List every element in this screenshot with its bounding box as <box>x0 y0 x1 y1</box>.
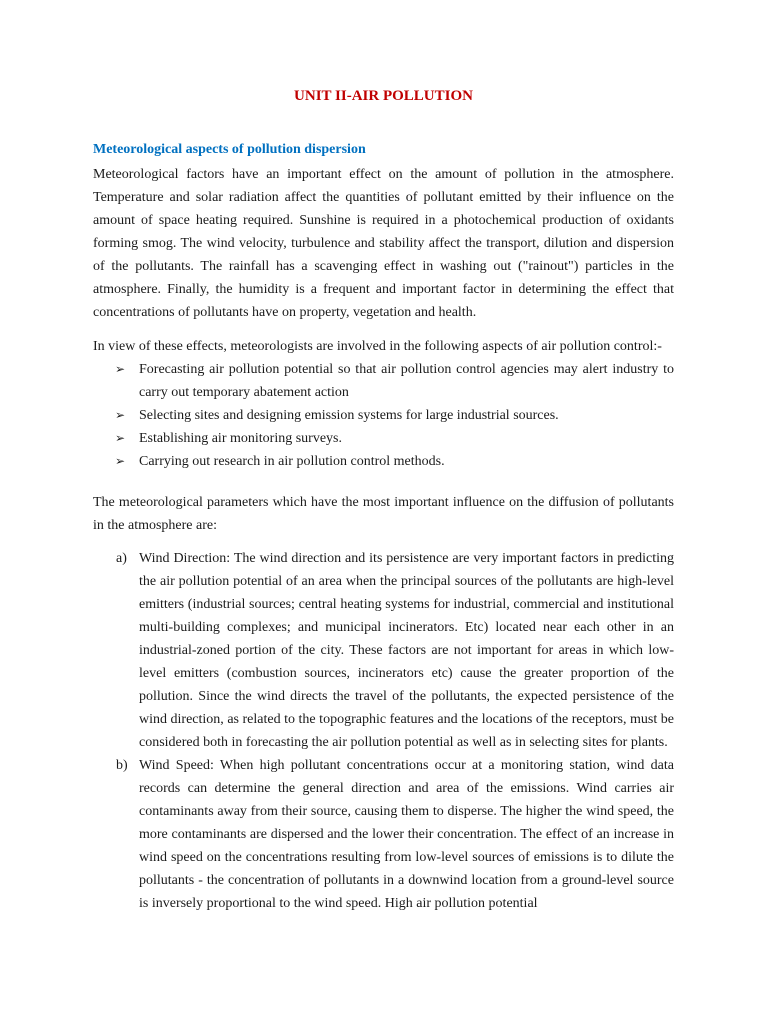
bullet-item <box>93 358 674 404</box>
parameter-item-wind-speed <box>93 754 674 915</box>
bullet-text: Carrying out research in air pollution control methods. <box>139 454 445 469</box>
bullet-text: Forecasting air pollution potential so that air pollution control agencies may alert industry to carry out temporary abatement action <box>139 362 674 400</box>
list-marker: b) <box>116 758 128 773</box>
bullet-item <box>93 450 674 473</box>
bullet-text: Selecting sites and designing emission systems for large industrial sources. <box>139 408 559 423</box>
arrow-bullet-icon: ➢ <box>115 362 126 376</box>
arrow-bullet-icon: ➢ <box>115 431 126 445</box>
aspects-bullet-list <box>93 358 674 473</box>
aspects-intro-paragraph: In view of these effects, meteorologists are involved in the following aspects of air pollution control:- <box>93 339 662 354</box>
parameter-text: Wind Direction: The wind direction and its persistence are very important factors in predicting the air pollution potential of an area when the principal sources of the pollutants are high-level emitters (industrial sources; central heating systems for industrial, commercial and institutional multi-building complexes; and municipal incinerators. Etc) located near each other in an industrial-zoned portion of the city. These factors are not important for areas in which low-level emitters (combustion sources, incinerators etc) cause the greater proportion of the pollution. Since the wind directs the travel of the pollutants, the expected persistence of the wind direction, as related to the topographic features and the locations of the receptors, must be considered both in forecasting the air pollution potential as well as in selecting sites for plants. <box>139 551 674 750</box>
arrow-bullet-icon: ➢ <box>115 454 126 468</box>
bullet-text: Establishing air monitoring surveys. <box>139 431 342 446</box>
list-marker: a) <box>116 551 127 566</box>
parameters-list <box>93 547 674 915</box>
parameter-item-wind-direction <box>93 547 674 754</box>
page-title: UNIT II-AIR POLLUTION <box>294 88 473 104</box>
parameters-intro-paragraph: The meteorological parameters which have the most important influence on the diffusion of pollutants in the atmosphere are: <box>93 495 674 533</box>
arrow-bullet-icon: ➢ <box>115 408 126 422</box>
parameter-text: Wind Speed: When high pollutant concentrations occur at a monitoring station, wind data records can determine the general direction and area of the emissions. Wind carries air contaminants away from their source, causing them to disperse. The higher the wind speed, the more contaminants are dispersed and the lower their concentration. The effect of an increase in wind speed on the concentrations resulting from low-level sources of emissions is to dilute the pollutants - the concentration of pollutants in a downwind location from a ground-level source is inversely proportional to the wind speed. High air pollution potential <box>139 758 674 911</box>
intro-paragraph: Meteorological factors have an important effect on the amount of pollution in the atmosphere. Temperature and solar radiation affect the quantities of pollutant emitted by their influence on the amount of space heating required. Sunshine is required in a photochemical production of oxidants forming smog. The wind velocity, turbulence and stability affect the transport, dilution and dispersion of the pollutants. The rainfall has a scavenging effect in washing out ("rainout") particles in the atmosphere. Finally, the humidity is a frequent and important factor in determining the effect that concentrations of pollutants have on property, vegetation and health. <box>93 167 674 320</box>
section-heading: Meteorological aspects of pollution dispersion <box>93 142 366 157</box>
bullet-item <box>93 404 674 427</box>
bullet-item <box>93 427 674 450</box>
